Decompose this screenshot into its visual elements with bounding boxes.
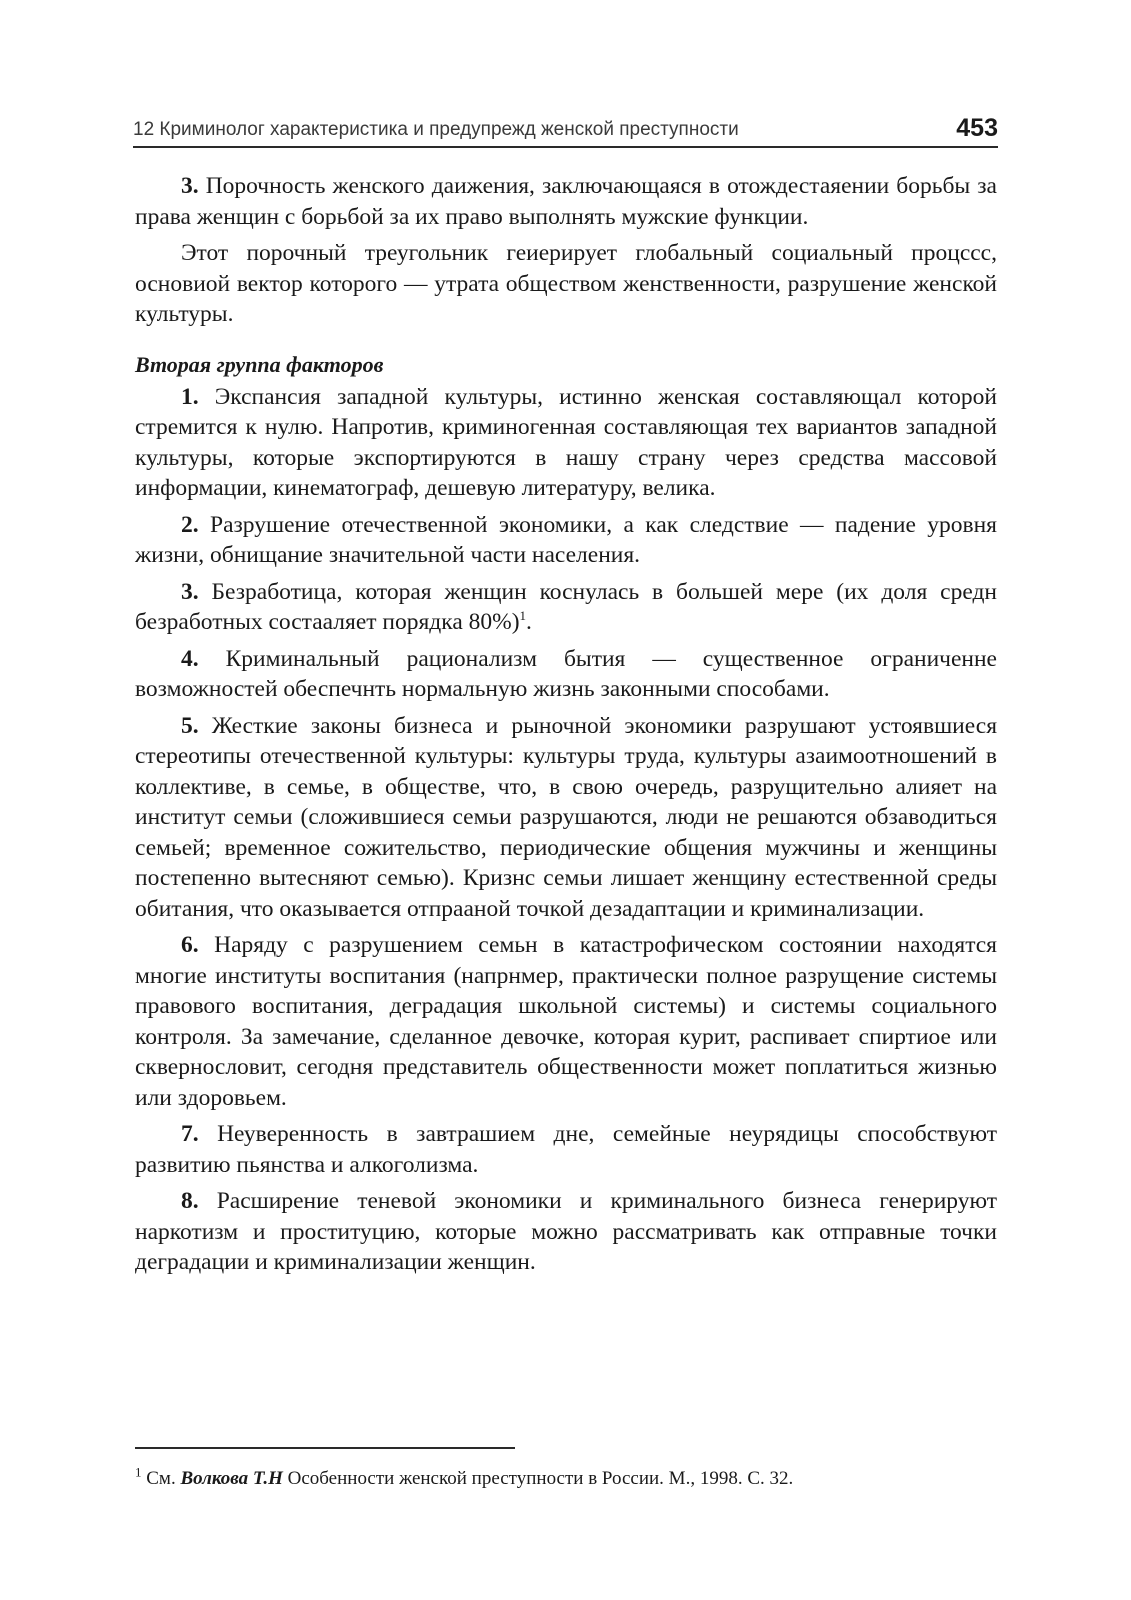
- page-number: 453: [956, 114, 998, 142]
- paragraph-text: Жесткие законы бизнеса и рыночной экономики разрушают устоявшиеся стереотипы отечественной культуры: культуры труда, культуры азаимоотношений в коллективе, в семье, в обществе, что, в свою очередь, разрущительно алияет на институт семьи (сложившиеся семьи разрушаются, люди не решаются обзаводиться семьей; временное сожительство, периодические общения мужчины и женщины постепенно вытесняют семью). Кризнс семьи лишает женщину естественной среды обитания, что оказывается отпрааной точкой дезадаптации и криминализации.: [135, 712, 997, 922]
- page-header: [133, 108, 998, 148]
- footnote-marker: 1: [135, 1464, 142, 1480]
- section-subheading: Вторая группа факторов: [135, 351, 384, 377]
- paragraph-text: Экспансия западной культуры, истинно женская составляющал которой стремится к нулю. Напротив, криминогенная составляющая тех вариантов западной культуры, которые экспортируются в нашу страну через средства массовой информации, кинематограф, дешевую литературу, велика.: [135, 383, 997, 501]
- paragraph-text: Порочность женского даижения, заключающаяся в отождестаяении борьбы за права женщин с борьбой за их право выполнять мужские функции.: [135, 173, 997, 230]
- item-number: 4.: [181, 645, 199, 672]
- paragraph-text: Безработица, которая женщин коснулась в большей мере (их доля средн безработных состааляет порядка 80%): [135, 578, 997, 635]
- paragraph-text: Криминальный рационализм бытия — существенное ограниченне возможностей обеспечнть нормальную жизнь законными способами.: [135, 645, 997, 702]
- paragraph-text: Расширение теневой экономики и криминального бизнеса генерируют наркотизм и проституцию, которые можно рассматривать как отправные точки деградации и криминализации женщин.: [135, 1188, 997, 1275]
- paragraph-text: Неуверенность в завтрашием дне, семейные неурядицы способствуют развитию пьянства и алкоголизма.: [135, 1121, 997, 1178]
- item-number: 1.: [181, 383, 199, 410]
- item-number: 3.: [181, 173, 199, 199]
- footnote-divider: [135, 1447, 515, 1449]
- footnote-prefix: См.: [141, 1468, 176, 1489]
- paragraph: [135, 510, 997, 571]
- paragraph: [135, 930, 997, 1113]
- paragraph: [135, 382, 997, 504]
- paragraph: [135, 238, 997, 330]
- item-number: 7.: [181, 1121, 199, 1147]
- footnote-text: Особенности женской преступности в России. М., 1998. С. 32.: [282, 1468, 794, 1489]
- paragraph-text: Наряду с разрушением семьн в катастрофическом состоянии находятся многие институты воспитания (напрнмер, практически полное разрущение системы правового воспитания, деградация школьной системы) и системы социального контроля. За замечание, сделанное девочке, которая курит, распивает спиртиое или сквернословит, сегодня представитель общественности может поплатиться жизнью или здоровьем.: [135, 932, 997, 1111]
- paragraph-text: Этот порочный треугольник геиерирует глобальный социальный процссс, основиой вектор которого — утрата обществом женственности, разрушение женской культуры.: [135, 240, 997, 327]
- paragraph: [135, 711, 997, 925]
- item-number: 8.: [181, 1188, 199, 1214]
- main-text: [135, 171, 997, 1284]
- item-number: 2.: [181, 511, 199, 538]
- item-number: 6.: [181, 932, 199, 958]
- paragraph: [135, 171, 997, 232]
- paragraph: [135, 1186, 997, 1278]
- footnote: [135, 1466, 997, 1492]
- paragraph-text: Разрушение отечественной экономики, а как следствие — падение уровня жизни, обнищание значительной части населения.: [135, 511, 997, 568]
- paragraph: [135, 1119, 997, 1180]
- running-head: 12 Криминолог характеристика и предупрежд женской преступности: [133, 119, 739, 140]
- item-number: 3.: [181, 578, 199, 605]
- item-number: 5.: [181, 712, 199, 739]
- footnote-reference[interactable]: 1: [519, 608, 527, 624]
- paragraph-tail: .: [526, 609, 532, 635]
- paragraph: [135, 577, 997, 638]
- footnote-author: Волкова Т.Н: [175, 1468, 283, 1489]
- paragraph: [135, 644, 997, 705]
